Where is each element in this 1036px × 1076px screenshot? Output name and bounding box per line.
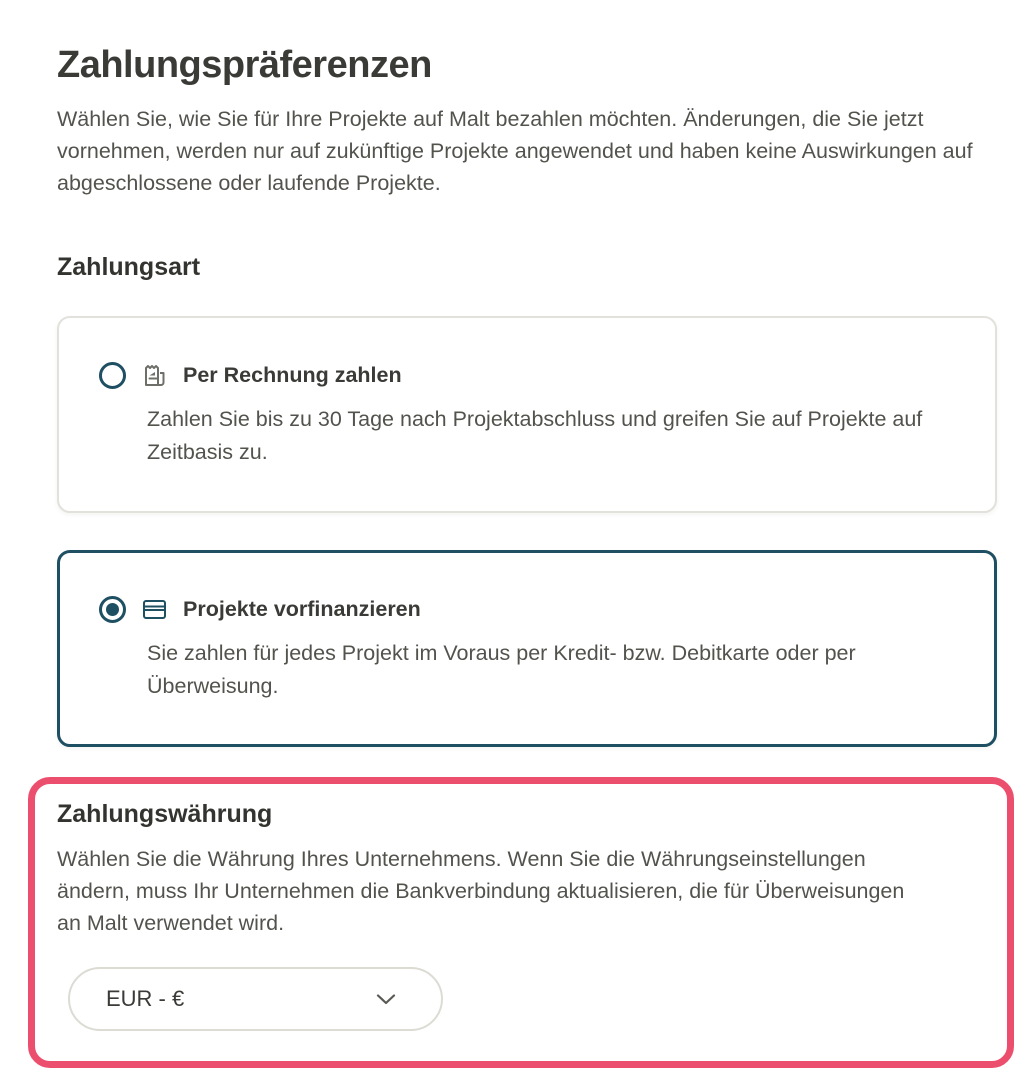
payment-option-invoice[interactable] <box>57 316 997 513</box>
option-header <box>99 596 955 623</box>
page-description: Wählen Sie, wie Sie für Ihre Projekte auf Malt bezahlen möchten. Änderungen, die Sie jetzt vornehmen, werden nur auf zukünftige Projekte angewendet und haben keine Auswirkungen auf abgeschlossene oder laufende Projekte. <box>57 107 973 195</box>
option-header <box>99 362 955 389</box>
invoice-receipt-icon <box>141 362 168 389</box>
option-description: Zahlen Sie bis zu 30 Tage nach Projektabschluss und greifen Sie auf Projekte auf Zeitbasis zu. <box>147 407 923 464</box>
currency-description: Wählen Sie die Währung Ihres Unternehmens. Wenn Sie die Währungseinstellungen ändern, muss Ihr Unternehmen die Bankverbindung aktualisieren, die für Überweisungen an Malt verwendet wird. <box>57 847 905 935</box>
currency-heading: Zahlungswährung <box>57 800 273 828</box>
chevron-down-icon <box>373 986 399 1012</box>
radio-invoice[interactable] <box>99 362 126 389</box>
payment-option-prefinance[interactable] <box>57 550 997 747</box>
currency-select-value: EUR - € <box>106 986 185 1011</box>
option-description: Sie zahlen für jedes Projekt im Voraus per Kredit- bzw. Debitkarte oder per Überweisung. <box>147 641 856 698</box>
option-label: Per Rechnung zahlen <box>183 363 402 387</box>
currency-section-highlight <box>28 777 1014 1068</box>
currency-select[interactable] <box>68 967 443 1031</box>
payment-method-heading: Zahlungsart <box>57 253 201 281</box>
radio-prefinance[interactable] <box>99 596 126 623</box>
credit-card-icon <box>141 596 168 623</box>
page-title: Zahlungspräferenzen <box>57 44 432 86</box>
option-label: Projekte vorfinanzieren <box>183 597 421 621</box>
